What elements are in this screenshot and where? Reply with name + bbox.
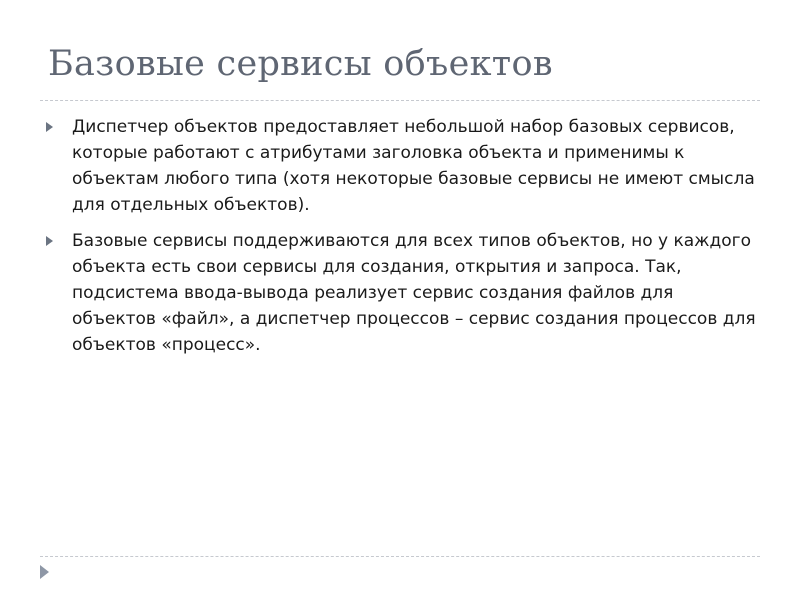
footer-divider [40,556,760,557]
bullet-item [46,228,756,358]
triangle-bullet-icon [46,236,53,246]
triangle-bullet-icon [46,122,53,132]
bullet-text: Диспетчер объектов предоставляет небольшой набор базовых сервисов, которые работают с атрибутами заголовка объекта и применимы к объектам любого типа (хотя некоторые базовые сервисы не имеют смысла для отдельных объектов). [72,117,755,215]
triangle-footer-icon [40,565,49,579]
slide-title: Базовые сервисы объектов [48,44,553,84]
bullet-item [46,114,756,218]
bullet-list [46,114,756,368]
title-divider [40,100,760,101]
bullet-text: Базовые сервисы поддерживаются для всех типов объектов, но у каждого объекта есть свои сервисы для создания, открытия и запроса. Так, подсистема ввода-вывода реализует сервис создания файлов для объектов «файл», а диспетчер процессов – сервис создания процессов для объектов «процесс». [72,231,756,355]
